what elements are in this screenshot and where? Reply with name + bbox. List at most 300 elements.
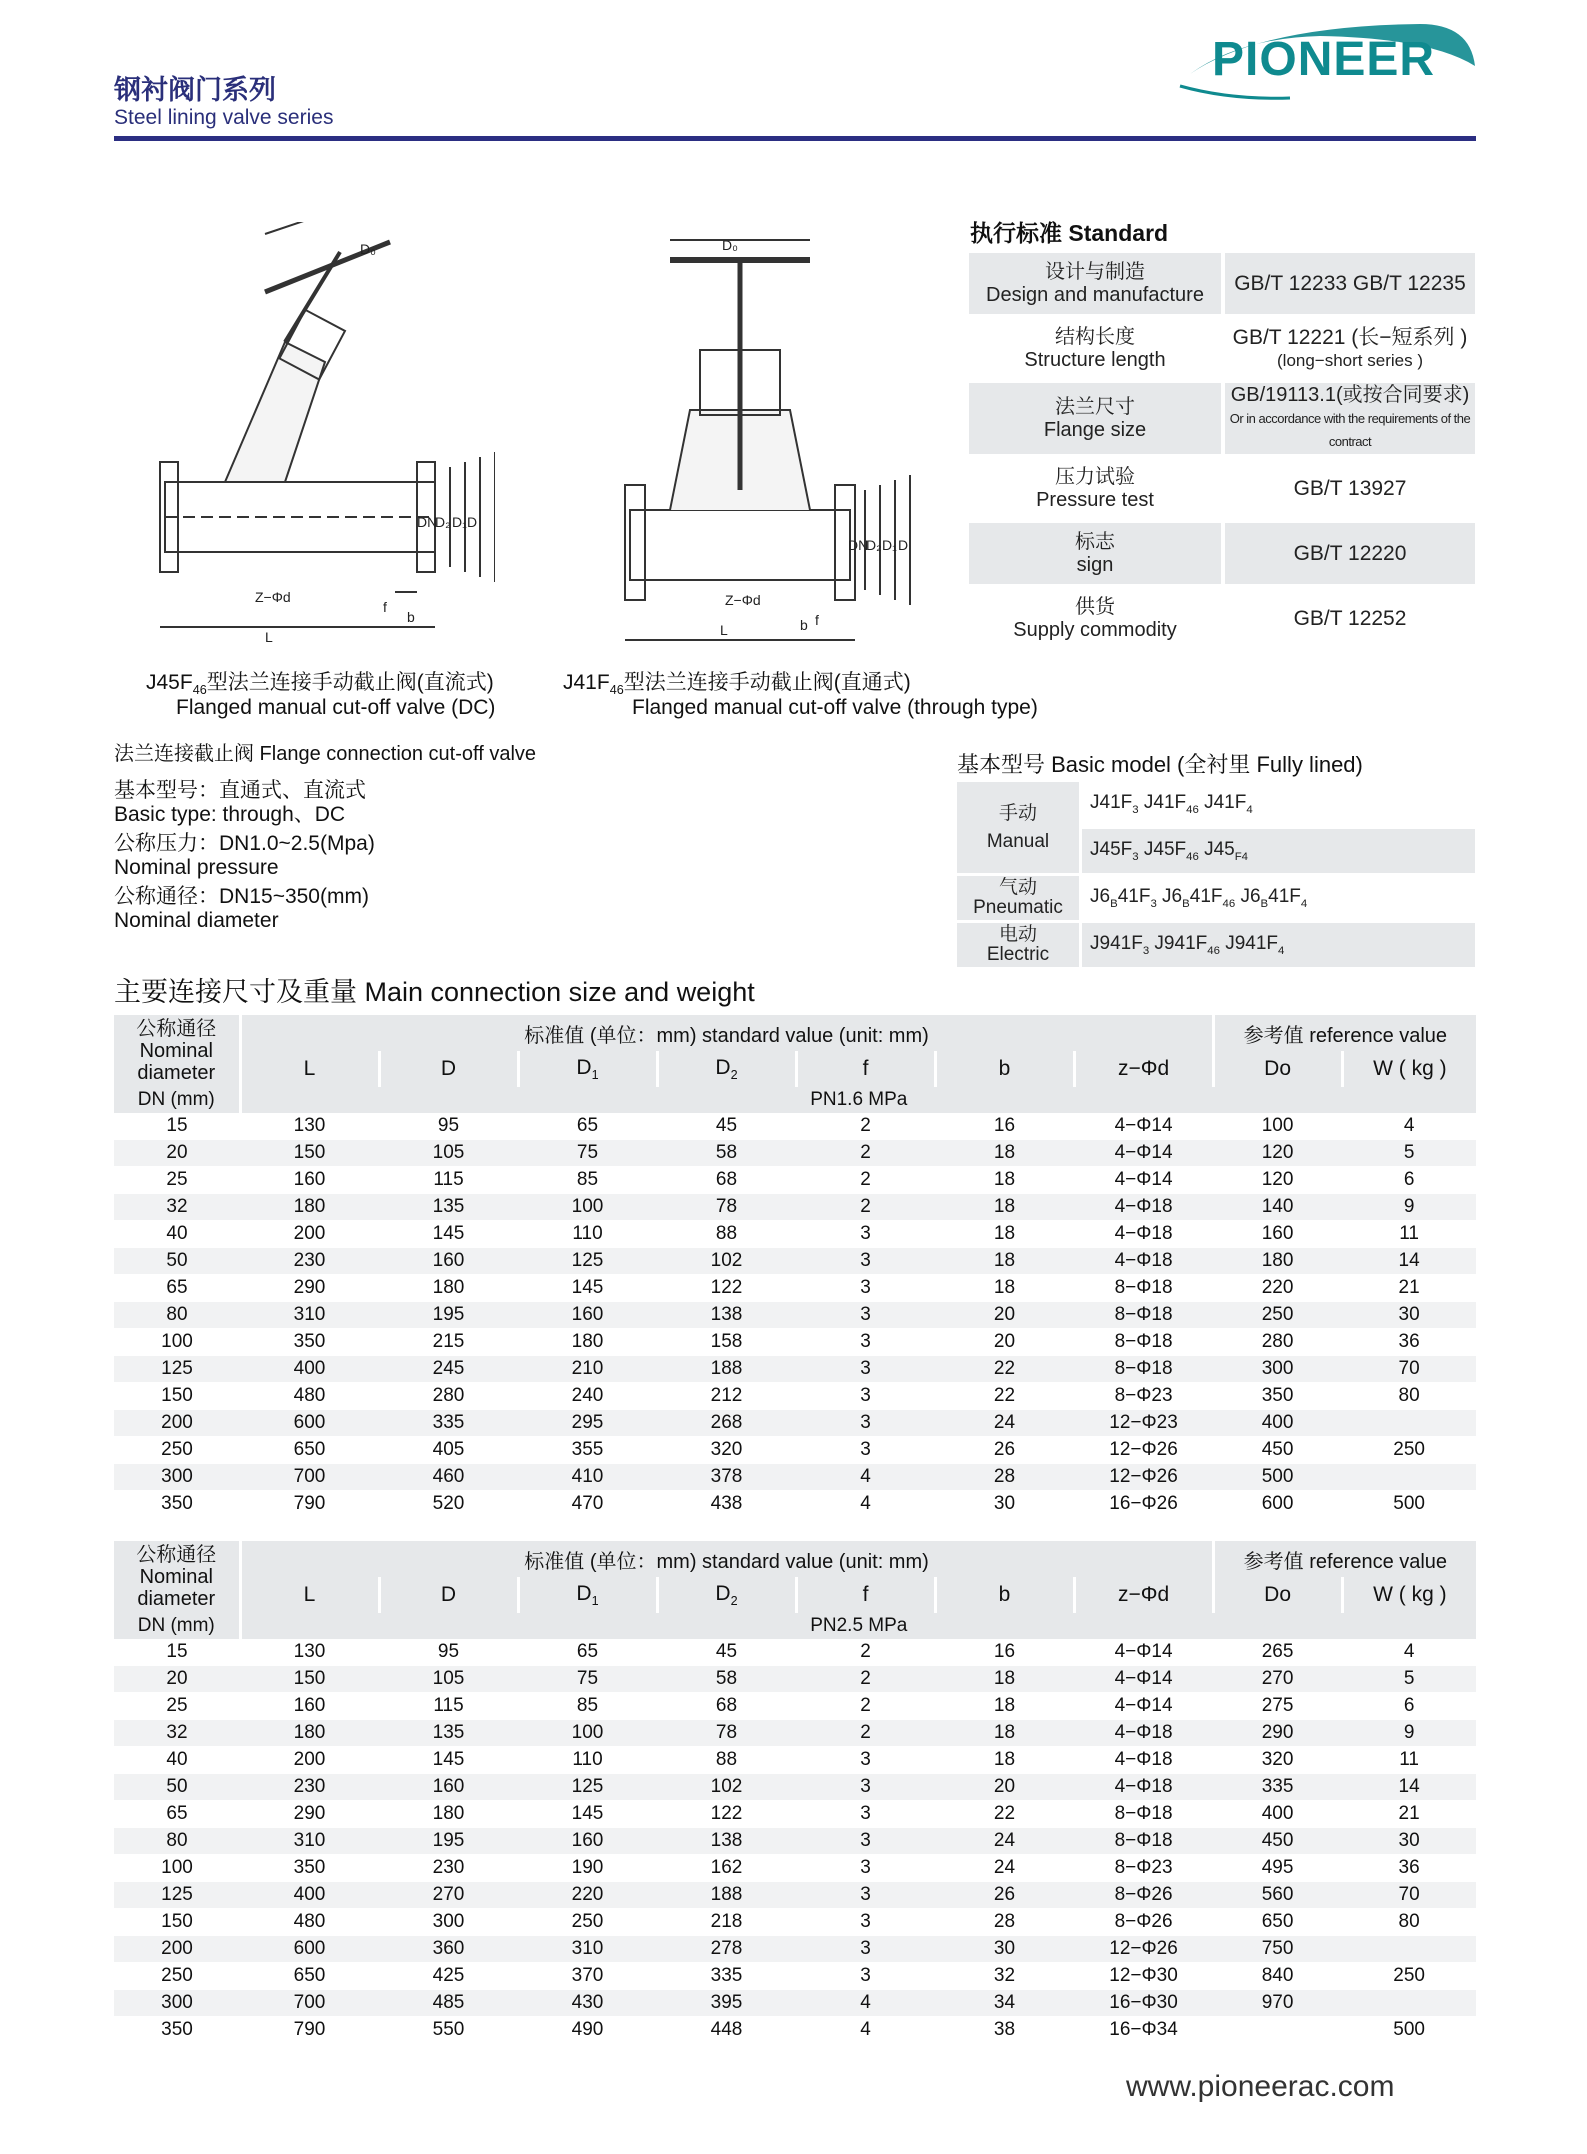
label-d: D <box>467 514 478 530</box>
table-cell: 122 <box>657 1801 796 1828</box>
model-list-j41: $J41F_3$ $J41F_{46}$ $J41F_4$ <box>1090 792 1253 816</box>
table-cell: 78 <box>657 1720 796 1747</box>
table-cell: 16−Φ26 <box>1074 1491 1213 1518</box>
table-cell: 4−Φ18 <box>1074 1774 1213 1801</box>
table-cell: 355 <box>518 1437 657 1464</box>
table-cell: 18 <box>935 1666 1074 1693</box>
standard-row: 设计与制造 Design and manufacture GB/T 12233 GB/T 12235 <box>969 253 1475 314</box>
table-row <box>114 1464 1476 1491</box>
table-cell: 495 <box>1213 1855 1342 1882</box>
table-cell: 100 <box>518 1720 657 1747</box>
table-cell: 188 <box>657 1356 796 1383</box>
table-cell: 270 <box>1213 1666 1342 1693</box>
label-dn: DN <box>848 537 869 553</box>
label-b: b <box>800 617 808 633</box>
table-cell: 12−Φ30 <box>1074 1963 1213 1990</box>
table-cell: 3 <box>796 1221 935 1248</box>
table-cell <box>1342 1990 1476 2017</box>
table-cell: 280 <box>379 1383 518 1410</box>
table-cell: 14 <box>1342 1774 1476 1801</box>
table-cell: 520 <box>379 1491 518 1518</box>
table-cell: 150 <box>240 1666 379 1693</box>
table-cell: 4 <box>1342 1113 1476 1140</box>
main-size-title: 主要连接尺寸及重量 Main connection size and weight <box>114 977 755 1007</box>
table-cell: 145 <box>379 1747 518 1774</box>
table-cell: 8−Φ26 <box>1074 1909 1213 1936</box>
table-cell: 295 <box>518 1410 657 1437</box>
label-l: L <box>720 622 728 638</box>
table-row <box>114 1882 1476 1909</box>
table-cell: 378 <box>657 1464 796 1491</box>
table-cell: 30 <box>935 1936 1074 1963</box>
table-cell: 102 <box>657 1774 796 1801</box>
table-cell: 18 <box>935 1693 1074 1720</box>
table-cell <box>1213 2017 1342 2044</box>
table-cell: 25 <box>114 1693 240 1720</box>
table-cell: 230 <box>379 1855 518 1882</box>
label-dn: DN <box>417 514 438 530</box>
table-cell: 550 <box>379 2017 518 2044</box>
table-cell: 14 <box>1342 1248 1476 1275</box>
table-cell: 45 <box>657 1113 796 1140</box>
table-cell: 350 <box>114 2017 240 2044</box>
table-cell: 160 <box>1213 1221 1342 1248</box>
table-row <box>114 1747 1476 1774</box>
table-cell: 300 <box>114 1990 240 2017</box>
table-cell: 350 <box>114 1491 240 1518</box>
table-cell: 22 <box>935 1356 1074 1383</box>
table-cell: 21 <box>1342 1275 1476 1302</box>
info-pressure-en: Nominal pressure <box>114 856 279 879</box>
table-cell: 360 <box>379 1936 518 1963</box>
table-cell: 115 <box>379 1693 518 1720</box>
header-divider <box>114 136 1476 141</box>
table-cell: 16−Φ34 <box>1074 2017 1213 2044</box>
standard-title: 执行标准 Standard <box>970 220 1169 246</box>
table-cell: 200 <box>240 1747 379 1774</box>
model-list-j941: $J941F_3$ $J941F_{46}$ $J941F_4$ <box>1081 922 1476 969</box>
table-cell: 400 <box>240 1882 379 1909</box>
table-row <box>114 1801 1476 1828</box>
table-cell: 3 <box>796 1963 935 1990</box>
table-cell: 140 <box>1213 1194 1342 1221</box>
table-row <box>114 1990 1476 2017</box>
table-cell: 650 <box>1213 1909 1342 1936</box>
table-row <box>114 1639 1476 1666</box>
table-cell: 160 <box>518 1302 657 1329</box>
table-row <box>114 2017 1476 2044</box>
caption-through-en: Flanged manual cut-off valve (through type) <box>632 696 1038 719</box>
table-cell: 70 <box>1342 1356 1476 1383</box>
table-cell: 22 <box>935 1383 1074 1410</box>
table-cell: 2 <box>796 1194 935 1221</box>
valve-drawing-through <box>610 230 930 650</box>
table-cell: 65 <box>114 1801 240 1828</box>
table-cell: 3 <box>796 1828 935 1855</box>
table-cell: 120 <box>1213 1167 1342 1194</box>
table-cell: 145 <box>379 1221 518 1248</box>
table-cell: 36 <box>1342 1329 1476 1356</box>
table-cell: 200 <box>114 1936 240 1963</box>
table-cell: 350 <box>1213 1383 1342 1410</box>
table-cell: 20 <box>114 1140 240 1167</box>
table-cell: 2 <box>796 1720 935 1747</box>
label-d1: D₁ <box>882 537 897 553</box>
info-title: 法兰连接截止阀 Flange connection cut-off valve <box>114 743 537 765</box>
table-cell: 102 <box>657 1248 796 1275</box>
label-l: L <box>265 629 273 642</box>
table-cell: 4−Φ14 <box>1074 1693 1213 1720</box>
table-cell: 200 <box>240 1221 379 1248</box>
pressure-class: PN1.6 MPa <box>240 1087 1476 1113</box>
table-cell: 105 <box>379 1140 518 1167</box>
table-cell: 95 <box>379 1639 518 1666</box>
table-cell: 300 <box>379 1909 518 1936</box>
label-d: D <box>898 537 909 553</box>
table-cell: 405 <box>379 1437 518 1464</box>
basic-model-row-pneumatic: 气动 Pneumatic $J6_B41F_3$ $J6_B41F_{46}$ $J6_B41F_4$ <box>957 875 1475 922</box>
size-table-pn16: 公称通径 Nominal diameter 标准值 (单位：mm) standard value (unit: mm) 参考值 reference value L D $D_1$ $D_2$ f b z−Φd Do W ( kg ) DN (mm) PN1.6 MPa 15 130 95 65 45 2 16 4−Φ14 100 4 20 150 105 75 58 2 18 4−Φ14 120 5 25 160 115 85 68 2 18 4−Φ14 120 6 32 180 135 100 78 2 18 4−Φ18 140 9 40 200 145 110 88 3 18 4−Φ18 160 11 50 230 160 125 102 3 18 4−Φ18 180 14 65 290 180 145 122 3 18 8−Φ18 220 21 80 310 195 160 138 3 20 8−Φ18 250 30 100 350 215 180 158 3 20 8−Φ18 280 36 125 400 245 210 188 3 22 8−Φ18 300 70 150 480 280 240 212 3 22 8−Φ23 350 80 200 600 335 295 268 3 24 12−Φ23 400 250 650 405 355 320 3 26 12−Φ26 450 250 300 700 460 410 378 4 28 12−Φ26 500 350 790 520 470 438 4 30 16−Φ26 600 500 <box>114 1015 1476 1518</box>
table-cell: 470 <box>518 1491 657 1518</box>
table-cell: 370 <box>518 1963 657 1990</box>
table-cell: 145 <box>518 1275 657 1302</box>
table-cell: 335 <box>379 1410 518 1437</box>
caption-dc-zh: $J45F_{46}$型法兰连接手动截止阀(直流式) <box>146 671 494 698</box>
table-cell: 4−Φ14 <box>1074 1639 1213 1666</box>
table-cell: 180 <box>518 1329 657 1356</box>
table-cell: 135 <box>379 1720 518 1747</box>
table-cell: 188 <box>657 1882 796 1909</box>
table-cell: 4 <box>796 1464 935 1491</box>
table-cell: 78 <box>657 1194 796 1221</box>
table-cell: 32 <box>114 1720 240 1747</box>
table-cell: 65 <box>518 1113 657 1140</box>
basic-model-title: 基本型号 Basic model (全衬里 Fully lined) <box>957 752 1363 777</box>
table-cell: 430 <box>518 1990 657 2017</box>
table-cell: 125 <box>114 1882 240 1909</box>
table-cell: 24 <box>935 1828 1074 1855</box>
table-cell: 110 <box>518 1221 657 1248</box>
table-cell: 970 <box>1213 1990 1342 2017</box>
table-row <box>114 1167 1476 1194</box>
table-cell: 32 <box>114 1194 240 1221</box>
table-cell: 20 <box>935 1329 1074 1356</box>
table-cell: 335 <box>1213 1774 1342 1801</box>
table-cell: 22 <box>935 1801 1074 1828</box>
table-cell: 268 <box>657 1410 796 1437</box>
table-cell: 250 <box>114 1963 240 1990</box>
table-cell: 4−Φ18 <box>1074 1747 1213 1774</box>
table-cell <box>1342 1410 1476 1437</box>
table-cell: 100 <box>518 1194 657 1221</box>
table-row <box>114 1437 1476 1464</box>
table-cell: 3 <box>796 1855 935 1882</box>
table-cell: 18 <box>935 1194 1074 1221</box>
table-cell: 95 <box>379 1113 518 1140</box>
nominal-diameter-header: 公称通径 Nominal diameter <box>114 1541 240 1613</box>
table-cell: 105 <box>379 1666 518 1693</box>
table-cell: 180 <box>240 1194 379 1221</box>
table-cell: 12−Φ26 <box>1074 1437 1213 1464</box>
table-cell: 310 <box>240 1302 379 1329</box>
table-cell: 480 <box>240 1909 379 1936</box>
table-cell: 4−Φ14 <box>1074 1140 1213 1167</box>
basic-model-table <box>957 782 1475 970</box>
standard-row: 供货 Supply commodity GB/T 12252 <box>969 588 1475 649</box>
label-zd: Z−Φd <box>255 589 291 605</box>
standards-table <box>969 249 1475 653</box>
label-d2: D₂ <box>866 537 882 553</box>
standard-row: 法兰尺寸 Flange size GB/19113.1(或按合同要求) Or in accordance with the requirements of the contract <box>969 383 1475 454</box>
table-cell: 500 <box>1213 1464 1342 1491</box>
table-cell: 500 <box>1342 1491 1476 1518</box>
table-cell: 350 <box>240 1329 379 1356</box>
pressure-class: PN2.5 MPa <box>240 1613 1476 1639</box>
table-row <box>114 1356 1476 1383</box>
table-cell: 250 <box>518 1909 657 1936</box>
table-cell: 18 <box>935 1720 1074 1747</box>
label-d0: D₀ <box>360 241 376 257</box>
table-cell: 160 <box>240 1693 379 1720</box>
label-b: b <box>407 609 415 625</box>
table-cell <box>1342 1936 1476 1963</box>
table-cell: 100 <box>1213 1113 1342 1140</box>
label-zd: Z−Φd <box>725 592 761 608</box>
table-cell: 410 <box>518 1464 657 1491</box>
caption-dc-en: Flanged manual cut-off valve (DC) <box>176 696 496 719</box>
table-cell: 130 <box>240 1639 379 1666</box>
table-cell: 100 <box>114 1855 240 1882</box>
table-cell: 75 <box>518 1666 657 1693</box>
valve-drawing-dc <box>155 222 495 642</box>
table-cell: 425 <box>379 1963 518 1990</box>
table-cell: 195 <box>379 1302 518 1329</box>
table-cell: 750 <box>1213 1936 1342 1963</box>
table-row <box>114 1383 1476 1410</box>
table-cell: 125 <box>114 1356 240 1383</box>
table-cell: 5 <box>1342 1140 1476 1167</box>
table-cell: 8−Φ18 <box>1074 1828 1213 1855</box>
table-cell: 2 <box>796 1113 935 1140</box>
table-cell: 160 <box>379 1774 518 1801</box>
series-title-en: Steel lining valve series <box>114 106 334 129</box>
table-cell: 138 <box>657 1302 796 1329</box>
table-row <box>114 1909 1476 1936</box>
reference-value-header: 参考值 reference value <box>1213 1541 1476 1577</box>
table-cell: 4−Φ14 <box>1074 1113 1213 1140</box>
table-cell: 18 <box>935 1140 1074 1167</box>
table-cell: 270 <box>379 1882 518 1909</box>
table-cell: 250 <box>1342 1963 1476 1990</box>
table-cell: 28 <box>935 1464 1074 1491</box>
table-cell: 65 <box>114 1275 240 1302</box>
table-cell: 160 <box>379 1248 518 1275</box>
basic-model-row-electric: 电动 Electric $J941F_3$ $J941F_{46}$ $J941F_4$ <box>957 922 1475 969</box>
table-cell: 230 <box>240 1248 379 1275</box>
table-cell: 395 <box>657 1990 796 2017</box>
table-cell: 3 <box>796 1410 935 1437</box>
table-cell: 88 <box>657 1747 796 1774</box>
table-row <box>114 1140 1476 1167</box>
table-cell: 3 <box>796 1383 935 1410</box>
table-row <box>114 1248 1476 1275</box>
table-cell: 58 <box>657 1666 796 1693</box>
footer-website: www.pioneerac.com <box>1126 2070 1395 2103</box>
table-cell: 8−Φ23 <box>1074 1855 1213 1882</box>
table-cell: 4−Φ14 <box>1074 1666 1213 1693</box>
table-cell: 125 <box>518 1774 657 1801</box>
table-cell: 115 <box>379 1167 518 1194</box>
table-cell: 8−Φ26 <box>1074 1882 1213 1909</box>
table-cell: 180 <box>1213 1248 1342 1275</box>
table-cell: 3 <box>796 1882 935 1909</box>
table-cell: 212 <box>657 1383 796 1410</box>
table-cell: 160 <box>518 1828 657 1855</box>
table-cell: 150 <box>114 1909 240 1936</box>
info-diameter-zh: 公称通径：DN15~350(mm) <box>114 885 369 908</box>
table-cell: 45 <box>657 1639 796 1666</box>
table-cell: 3 <box>796 1936 935 1963</box>
info-diameter-en: Nominal diameter <box>114 909 279 932</box>
table-cell: 4−Φ18 <box>1074 1221 1213 1248</box>
table-cell: 700 <box>240 1464 379 1491</box>
table-cell: 600 <box>240 1410 379 1437</box>
table-cell: 65 <box>518 1639 657 1666</box>
table-cell: 125 <box>518 1248 657 1275</box>
model-list-j45: $J45F_3$ $J45F_{46}$ $J45_{F4}$ <box>1081 828 1476 875</box>
reference-value-header: 参考值 reference value <box>1213 1015 1476 1051</box>
table-cell: 20 <box>114 1666 240 1693</box>
table-cell: 650 <box>240 1437 379 1464</box>
table-cell: 450 <box>1213 1828 1342 1855</box>
table-cell: 8−Φ18 <box>1074 1356 1213 1383</box>
table-cell: 135 <box>379 1194 518 1221</box>
table-cell: 158 <box>657 1329 796 1356</box>
table-row <box>114 1693 1476 1720</box>
standard-row: 标志 sign GB/T 12220 <box>969 523 1475 584</box>
model-list-j6b: $J6_B41F_3$ $J6_B41F_{46}$ $J6_B41F_4$ <box>1090 886 1308 910</box>
standard-value-header: 标准值 (单位：mm) standard value (unit: mm) <box>240 1015 1213 1051</box>
table-cell: 20 <box>935 1774 1074 1801</box>
table-cell: 250 <box>114 1437 240 1464</box>
table-cell: 840 <box>1213 1963 1342 1990</box>
table-cell: 80 <box>1342 1383 1476 1410</box>
table-cell: 4 <box>796 2017 935 2044</box>
table-cell: 4 <box>1342 1639 1476 1666</box>
table-cell: 3 <box>796 1801 935 1828</box>
table-cell: 15 <box>114 1113 240 1140</box>
table-cell: 68 <box>657 1693 796 1720</box>
table-cell: 80 <box>114 1828 240 1855</box>
table-cell: 32 <box>935 1963 1074 1990</box>
table-row <box>114 1221 1476 1248</box>
table-cell: 240 <box>518 1383 657 1410</box>
table-cell: 4−Φ18 <box>1074 1720 1213 1747</box>
table-cell: 16−Φ30 <box>1074 1990 1213 2017</box>
table-cell: 40 <box>114 1221 240 1248</box>
table-cell: 6 <box>1342 1167 1476 1194</box>
table-cell: 3 <box>796 1909 935 1936</box>
table-cell: 448 <box>657 2017 796 2044</box>
table-cell: 218 <box>657 1909 796 1936</box>
pioneer-logo-text: PIONEER <box>1212 33 1436 86</box>
table-cell: 2 <box>796 1140 935 1167</box>
label-f: f <box>383 599 387 615</box>
table-cell: 30 <box>1342 1828 1476 1855</box>
table-cell: 335 <box>657 1963 796 1990</box>
table-cell: 26 <box>935 1437 1074 1464</box>
table-row <box>114 1302 1476 1329</box>
table-cell: 18 <box>935 1221 1074 1248</box>
info-pressure-zh: 公称压力：DN1.0~2.5(Mpa) <box>114 832 375 855</box>
table-row <box>114 1855 1476 1882</box>
table-cell: 485 <box>379 1990 518 2017</box>
table-cell: 480 <box>240 1383 379 1410</box>
table-row <box>114 1720 1476 1747</box>
table-cell: 16 <box>935 1113 1074 1140</box>
table-cell: 180 <box>240 1720 379 1747</box>
table-cell: 80 <box>1342 1909 1476 1936</box>
table-cell: 18 <box>935 1747 1074 1774</box>
table-cell: 15 <box>114 1639 240 1666</box>
table-cell: 650 <box>240 1963 379 1990</box>
size-table-pn25: 公称通径 Nominal diameter 标准值 (单位：mm) standard value (unit: mm) 参考值 reference value L D $D_1$ $D_2$ f b z−Φd Do W ( kg ) DN (mm) PN2.5 MPa 15 130 95 65 45 2 16 4−Φ14 265 4 20 150 105 75 58 2 18 4−Φ14 270 5 25 160 115 85 68 2 18 4−Φ14 275 6 32 180 135 100 78 2 18 4−Φ18 290 9 40 200 145 110 88 3 18 4−Φ18 320 11 50 230 160 125 102 3 20 4−Φ18 335 14 65 290 180 145 122 3 22 8−Φ18 400 21 80 310 195 160 138 3 24 8−Φ18 450 30 100 350 230 190 162 3 24 8−Φ23 495 36 125 400 270 220 188 3 26 8−Φ26 560 70 150 480 300 250 218 3 28 8−Φ26 650 80 200 600 360 310 278 3 30 12−Φ26 750 250 650 425 370 335 3 32 12−Φ30 840 250 300 700 485 430 395 4 34 16−Φ30 970 350 790 550 490 448 4 38 16−Φ34 500 <box>114 1541 1476 2044</box>
table-cell: 180 <box>379 1801 518 1828</box>
table-row <box>114 1963 1476 1990</box>
table-cell: 300 <box>1213 1356 1342 1383</box>
table-cell: 9 <box>1342 1720 1476 1747</box>
table-row <box>114 1828 1476 1855</box>
table-cell: 310 <box>518 1936 657 1963</box>
table-row <box>114 1410 1476 1437</box>
table-cell: 290 <box>240 1801 379 1828</box>
table-cell: 20 <box>935 1302 1074 1329</box>
table-cell: 3 <box>796 1329 935 1356</box>
table-cell: 130 <box>240 1113 379 1140</box>
table-cell: 3 <box>796 1356 935 1383</box>
table-cell: 12−Φ23 <box>1074 1410 1213 1437</box>
table-cell: 230 <box>240 1774 379 1801</box>
table-cell: 2 <box>796 1167 935 1194</box>
table-row <box>114 1491 1476 1518</box>
table-cell: 88 <box>657 1221 796 1248</box>
table-cell: 18 <box>935 1275 1074 1302</box>
table-cell: 26 <box>935 1882 1074 1909</box>
table-cell: 300 <box>114 1464 240 1491</box>
table-cell: 3 <box>796 1302 935 1329</box>
table-cell: 150 <box>114 1383 240 1410</box>
table-cell: 4−Φ18 <box>1074 1248 1213 1275</box>
table-cell: 85 <box>518 1693 657 1720</box>
label-d1: D₁ <box>452 514 467 530</box>
table-cell: 12−Φ26 <box>1074 1936 1213 1963</box>
standard-row: 结构长度 Structure length GB/T 12221 (长−短系列 ) (long−short series ) <box>969 318 1475 379</box>
table-cell: 190 <box>518 1855 657 1882</box>
table-row <box>114 1774 1476 1801</box>
table-cell: 38 <box>935 2017 1074 2044</box>
table-cell: 120 <box>1213 1140 1342 1167</box>
table-cell: 24 <box>935 1855 1074 1882</box>
table-cell: 122 <box>657 1275 796 1302</box>
table-cell: 11 <box>1342 1221 1476 1248</box>
table-cell: 215 <box>379 1329 518 1356</box>
table-cell: 275 <box>1213 1693 1342 1720</box>
table-cell: 245 <box>379 1356 518 1383</box>
table-cell: 310 <box>240 1828 379 1855</box>
nominal-diameter-header: 公称通径 Nominal diameter <box>114 1015 240 1087</box>
table-cell <box>1342 1464 1476 1491</box>
table-cell: 320 <box>1213 1747 1342 1774</box>
